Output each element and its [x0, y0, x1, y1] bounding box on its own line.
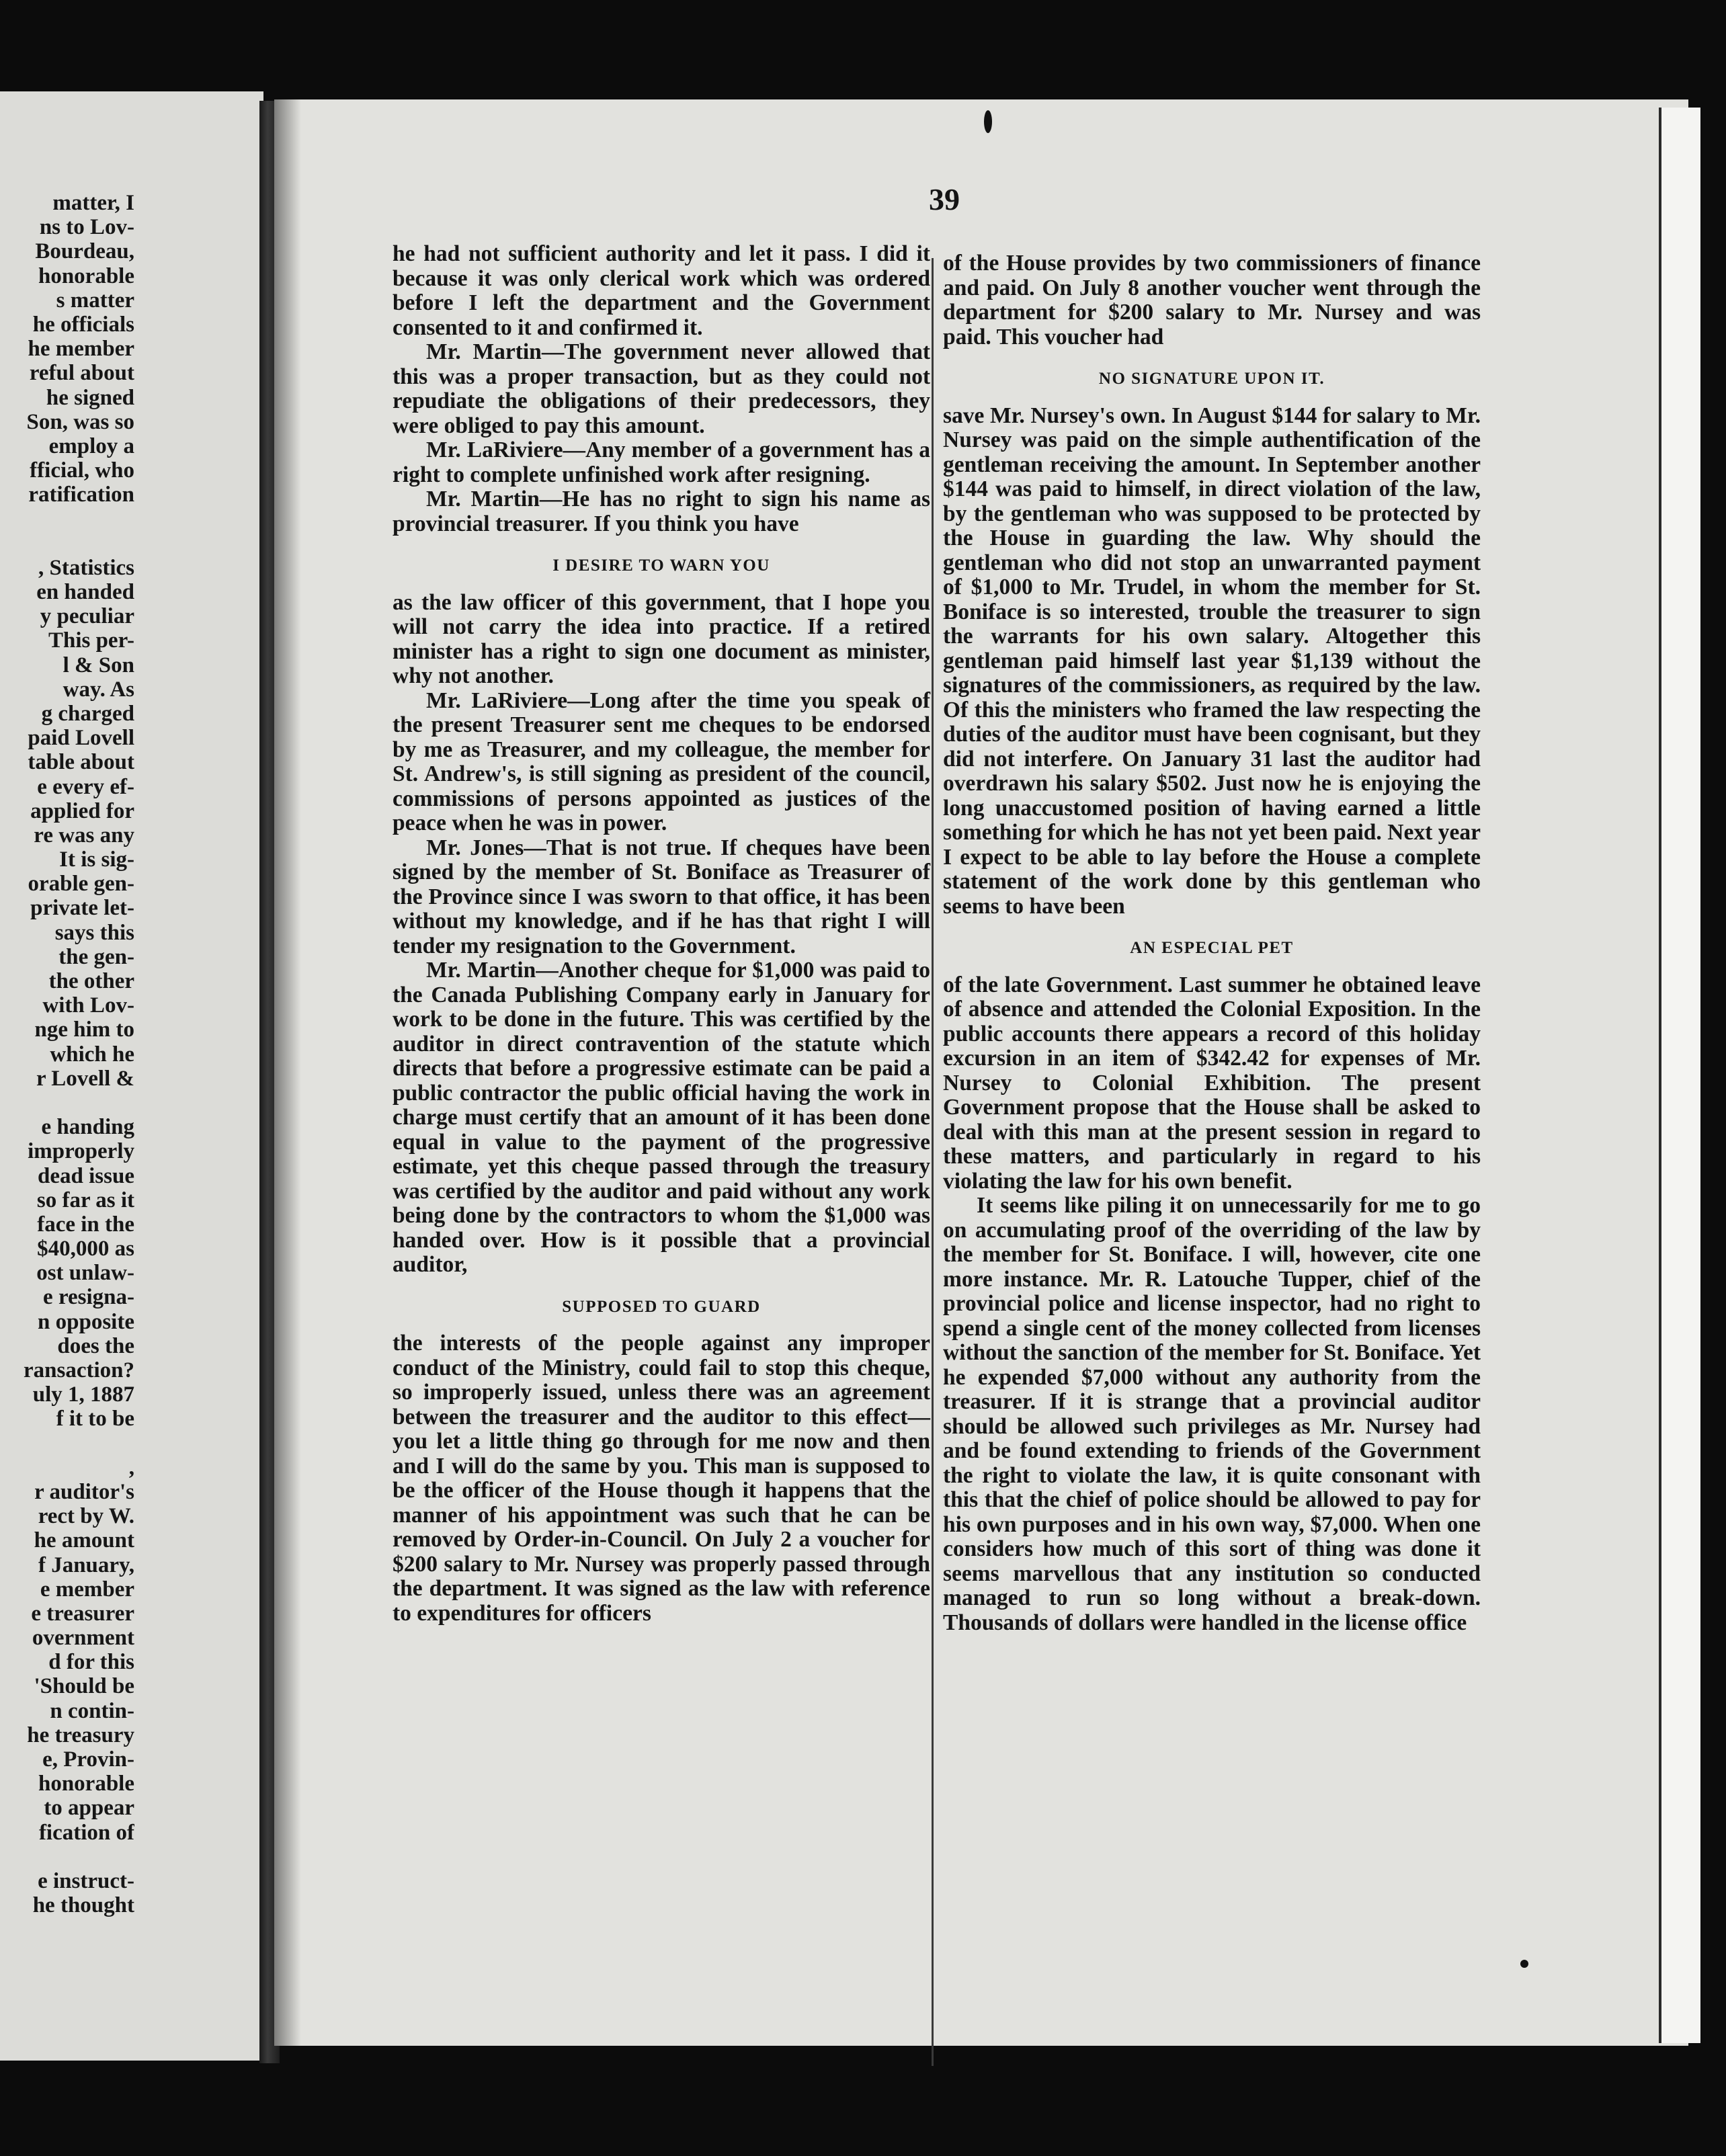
fragment-line: which he [50, 1042, 134, 1067]
page-number: 39 [929, 182, 960, 216]
fragment-line: way. As [63, 677, 134, 702]
fragment-line [0, 507, 134, 531]
paragraph: It seems like piling it on unnecessarily for me to go on accumulating proof of the overriding of the law by the member for St. Boniface. I will, however, cite one more instance. Mr. R. Latouche Tupper, chief of the provincial police and license inspector, had no right to spend a single cent of the money collected from licenses without the sanction of the member for St. Boniface. Yet he expended $7,000 without any authority from the treasurer. If it is strange that a provincial auditor should be allowed such privileges as Mr. Nursey had and be found extending to friends of the Government the right to violate the law, it is quite consonant with this that the chief of police should be allowed to pay for his own purposes and in his own way, $7,000. When one considers how much of this sort of thing was done it seems marvellous that any institution so conducted managed to run so long without a break-down. Thousands of dollars were handled in the license office [943, 1193, 1481, 1635]
fragment-line: dead issue [38, 1163, 134, 1188]
fragment-line: n opposite [38, 1309, 134, 1334]
spine-shadow [274, 99, 301, 2046]
left-page-text [0, 191, 134, 1917]
page-edge [1659, 108, 1700, 2043]
fragment-line: en handed [36, 580, 134, 604]
fragment-line: he member [28, 337, 134, 362]
ink-speck [984, 110, 992, 133]
fragment-line: g charged [41, 701, 134, 726]
fragment-line: , [128, 1455, 134, 1480]
fragment-line: $40,000 as [37, 1237, 134, 1261]
section-heading: NO SIGNATURE UPON IT. [1098, 370, 1325, 388]
fragment-line: e, Provin- [42, 1747, 134, 1772]
section-heading: SUPPOSED TO GUARD [562, 1297, 761, 1316]
fragment-line: overnment [32, 1626, 134, 1651]
fragment-line: 'Should be [34, 1674, 134, 1699]
paragraph: the interests of the people against any improper conduct of the Ministry, could fail to stop this cheque, so improperly issued, unless there was an agreement between the treasurer and the auditor to this effect—you let a little thing go through for me now and then and I will do the same by you. This man is supposed to be the officer of the House though it happens that the manner of his appointment was such that he can be removed by Order-in-Council. On July 2 a voucher for $200 salary to Mr. Nursey was properly passed through the department. It was signed as the law with reference to expenditures for officers [393, 1331, 930, 1626]
fragment-line: This per- [48, 628, 134, 653]
fragment-line: e handing [41, 1115, 134, 1140]
fragment-line: f January, [38, 1552, 134, 1577]
paragraph: Mr. LaRiviere—Any member of a government has a right to complete unfinished work after resigning. [393, 438, 930, 487]
fragment-line: he amount [34, 1528, 134, 1553]
paragraph: Mr. LaRiviere—Long after the time you speak of the present Treasurer sent me cheques to be endorsed by me as Treasurer, and my colleague, the member for St. Andrew's, is still signing as president of the council, commissions of persons appointed as justices of the peace when he was in power. [393, 688, 930, 835]
fragment-line: Bourdeau, [35, 239, 134, 264]
fragment-line: honorable [38, 263, 134, 288]
fragment-line: he officials [32, 312, 134, 337]
fragment-line: he signed [46, 385, 134, 410]
fragment-line: uly 1, 1887 [32, 1382, 134, 1407]
fragment-line: he thought [32, 1893, 134, 1918]
fragment-line: e instruct- [38, 1868, 134, 1893]
fragment-line: so far as it [36, 1188, 134, 1212]
column-rule [932, 258, 934, 2066]
fragment-line: re was any [34, 823, 134, 847]
fragment-line: f it to be [56, 1407, 134, 1432]
fragment-line: s matter [56, 288, 134, 313]
fragment-line: orable gen- [28, 872, 134, 897]
fragment-line: the gen- [58, 944, 134, 969]
fragment-line: ransaction? [24, 1358, 134, 1382]
fragment-line: ns to Lov- [39, 215, 134, 240]
fragment-line: reful about [29, 361, 134, 386]
paragraph: as the law officer of this government, that I hope you will not carry the idea into practice. If a retired minister has a right to sign one document as minister, why not another. [393, 589, 930, 688]
fragment-line: e resigna- [43, 1285, 134, 1310]
fragment-line: Son, was so [26, 409, 134, 434]
fragment-line: improperly [28, 1139, 134, 1164]
paragraph: Mr. Martin—The government never allowed that this was a proper transaction, but as they could not repudiate the obligations of their predecessors, they were obliged to pay this amount. [393, 339, 930, 438]
fragment-line [0, 532, 134, 556]
fragment-line: y peculiar [40, 604, 134, 629]
fragment-line: r auditor's [34, 1479, 134, 1504]
ink-speck [1520, 1960, 1528, 1968]
fragment-line: , Statistics [38, 555, 134, 580]
fragment-line: private let- [30, 896, 134, 921]
fragment-line: says this [54, 920, 134, 945]
fragment-line: nge him to [34, 1018, 134, 1042]
fragment-line: he treasury [27, 1723, 134, 1747]
fragment-line: It is sig- [59, 847, 134, 872]
fragment-line: face in the [37, 1212, 134, 1237]
fragment-line [0, 1845, 134, 1869]
fragment-line: ost unlaw- [36, 1261, 134, 1286]
fragment-line: honorable [38, 1772, 134, 1796]
fragment-line: e treasurer [31, 1601, 134, 1626]
left-column [393, 242, 930, 1626]
fragment-line: the other [48, 969, 134, 993]
fragment-line: e every ef- [37, 774, 134, 799]
fragment-line: rect by W. [38, 1504, 134, 1529]
paragraph: save Mr. Nursey's own. In August $144 for salary to Mr. Nursey was paid on the simple authentification of the gentleman receiving the amount. In September another $144 was paid to himself, in direct violation of the law, by the gentleman who was supposed to be protected by the House in guarding the law. Why should the gentleman who did not stop an unwarranted payment of $1,000 to Mr. Trudel, in whom the member for St. Boniface is so interested, trouble the treasurer to sign the warrants for his own salary. Altogether this gentleman paid himself last year $1,139 without the signatures of the commissioners, as required by the law. Of this the ministers who framed the law respecting the duties of the auditor must have been cognisant, but they did not interfere. On January 31 last the auditor had overdrawn his salary $502. Just now he is enjoying the long unaccustomed position of having earned a little something for which he has not yet been paid. Next year I expect to be able to lay before the House a complete statement of the work done by this gentleman who seems to have been [943, 403, 1481, 919]
fragment-line: applied for [30, 798, 134, 823]
fragment-line: table about [28, 750, 134, 775]
section-heading: I DESIRE TO WARN YOU [552, 556, 770, 575]
fragment-line: n contin- [50, 1698, 134, 1723]
fragment-line: d for this [48, 1650, 134, 1675]
fragment-line: matter, I [52, 191, 134, 215]
fragment-line: with Lov- [42, 993, 134, 1018]
fragment-line: does the [57, 1333, 134, 1358]
left-page-fragment [0, 91, 263, 2061]
paragraph: Mr. Jones—That is not true. If cheques have been signed by the member of St. Boniface as Treasurer of the Province since I was sworn to that office, it has been without my knowledge, and if he has that right I will tender my resignation to the Government. [393, 835, 930, 958]
fragment-line: e member [40, 1577, 134, 1602]
paragraph: of the late Government. Last summer he obtained leave of absence and attended the Colonial Exposition. In the public accounts there appears a record of this holiday excursion in an item of $342.42 for expenses of Mr. Nursey to Colonial Exhibition. The present Government propose that the House shall be asked to deal with this man at the present session in regard to these matters, and particularly in regard to his violating the law for his own benefit. [943, 972, 1481, 1194]
fragment-line: employ a [48, 433, 134, 458]
fragment-line: ratification [28, 483, 134, 507]
fragment-line: r Lovell & [36, 1066, 134, 1091]
paragraph: he had not sufficient authority and let it pass. I did it because it was only clerical work which was ordered before I left the department and the Government consented to it and confirmed it. [393, 241, 930, 340]
right-column [943, 251, 1481, 1635]
paragraph: of the House provides by two commissioners of finance and paid. On July 8 another voucher went through the department for $200 salary to Mr. Nursey and was paid. This voucher had [943, 251, 1481, 349]
fragment-line: fication of [38, 1820, 134, 1845]
fragment-line: paid Lovell [28, 726, 134, 751]
section-heading: AN ESPECIAL PET [1130, 939, 1294, 957]
fragment-line: to appear [44, 1796, 134, 1821]
paragraph: Mr. Martin—Another cheque for $1,000 was paid to the Canada Publishing Company early in January for work to be done in the future. This was certified by the auditor in direct contravention of the statute which directs that before a progressive estimate can be paid a public contractor the public official having the work in charge must certify that an amount of it has been done equal in value to the payment of the progressive estimate, yet this cheque passed through the treasury was certified by the auditor and paid without any work being done by the contractors to whom the $1,000 was handed over. How is it possible that a provincial auditor, [393, 958, 930, 1277]
fragment-line [0, 1091, 134, 1115]
fragment-line [0, 1432, 134, 1456]
fragment-line: fficial, who [30, 458, 134, 483]
fragment-line: l & Son [63, 653, 134, 677]
paragraph: Mr. Martin—He has no right to sign his name as provincial treasurer. If you think you have [393, 487, 930, 536]
